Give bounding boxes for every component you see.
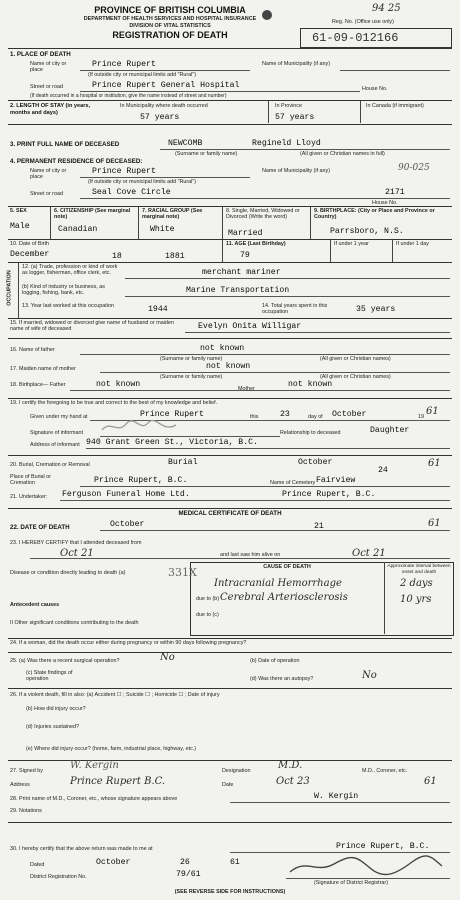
undertaker-label: 21. Undertaker: xyxy=(10,494,48,500)
q24: 24. If a woman, did the death occur either during pregnancy or within 90 days following pregnancy? xyxy=(10,640,247,646)
designation-options: M.D., Coroner, etc. xyxy=(362,768,408,774)
district-no: 79/61 xyxy=(176,870,201,879)
burial-method: Burial xyxy=(168,458,198,467)
footer-instructions: (SEE REVERSE SIDE FOR INSTRUCTIONS) xyxy=(174,889,286,895)
dod-day: 21 xyxy=(314,522,324,531)
bp-father-label: 18. Birthplace— Father xyxy=(10,382,66,388)
industry: Marine Transportation xyxy=(186,286,290,295)
other-label: II Other significant conditions contributing to the death xyxy=(10,620,139,626)
res-city-hint: (If outside city or municipal limits add "Rural") xyxy=(88,179,197,185)
q26d: (d) Injuries sustained? xyxy=(26,724,80,730)
designation: M.D. xyxy=(278,760,303,771)
section-place-of-death: 1. PLACE OF DEATH xyxy=(10,51,71,58)
given-at-label: Given under my hand at xyxy=(30,414,88,420)
divider xyxy=(8,638,452,639)
interval-a: 2 days xyxy=(400,578,433,589)
separator xyxy=(268,101,269,123)
md-address-label: Address xyxy=(10,782,30,788)
trade-label: 12. (a) Trade, profession or kind of work as logger, fisherman, office clerk, etc. xyxy=(22,264,118,276)
section-length-of-stay: 2. LENGTH OF STAY (in years, months and days) xyxy=(10,103,91,116)
res-city-label: Name of city or place xyxy=(30,168,67,180)
line xyxy=(80,354,450,355)
divider xyxy=(8,822,452,823)
stay-province-label: In Province xyxy=(275,103,302,109)
print-name: W. Kergin xyxy=(314,792,359,801)
res-note: 90-025 xyxy=(398,163,430,173)
attended-label: 23. I HEREBY CERTIFY that I attended deceased from xyxy=(10,540,142,546)
signed-label: 27. Signed by xyxy=(10,768,43,774)
dod-label: 22. DATE OF DEATH xyxy=(10,524,70,531)
reg-no: 61-09-012166 xyxy=(312,31,399,45)
dated-month: October xyxy=(96,858,131,867)
separator xyxy=(392,240,393,262)
district-label: District Registration No. xyxy=(30,874,87,880)
separator xyxy=(360,101,361,123)
print-name-label: 28. Print name of M.D., Coroner, etc., whose signature appears above xyxy=(10,796,178,802)
informant-signature xyxy=(100,418,180,436)
dob-year: 1881 xyxy=(165,252,185,261)
mother-label: 17. Maiden name of mother xyxy=(10,366,76,372)
year-prefix: 19 xyxy=(418,414,424,420)
last-year: 1944 xyxy=(148,305,168,314)
divider xyxy=(8,206,452,207)
line xyxy=(100,372,450,373)
q25d: (d) Was there an autopsy? xyxy=(250,676,314,682)
notations-label: 29. Notations xyxy=(10,808,42,814)
divider xyxy=(8,262,452,263)
last-saw: Oct 21 xyxy=(352,548,386,559)
surname-hint: (Surname or family name) xyxy=(175,151,238,157)
dob-day: 18 xyxy=(112,252,122,261)
industry-label: (b) Kind of industry or business, as logging, fishing, bank, etc. xyxy=(22,284,105,296)
form-title: REGISTRATION OF DEATH xyxy=(112,30,228,40)
father-label: 16. Name of father xyxy=(10,347,55,353)
line xyxy=(286,878,450,879)
line xyxy=(185,332,450,333)
divider xyxy=(8,338,452,339)
marital-label: 8. Single, Married, Widowed or Divorced (Write the word) xyxy=(226,208,300,220)
total-years-label: 14. Total years spent in this occupation xyxy=(262,303,328,315)
registrar-place: Prince Rupert, B.C. xyxy=(336,842,430,851)
full-name-label: 3. PRINT FULL NAME OF DECEASED xyxy=(10,141,120,148)
total-years: 35 years xyxy=(356,305,396,314)
bp-father: not known xyxy=(96,380,141,389)
mother-surname-hint: (Surname or family name) xyxy=(160,374,223,380)
line xyxy=(80,486,450,487)
burial-place-label: Place of Burial or Cremation xyxy=(10,474,52,486)
separator xyxy=(330,240,331,262)
sig-label: Signature of informant xyxy=(30,430,84,436)
province-title: PROVINCE OF BRITISH COLUMBIA xyxy=(94,5,246,15)
burial-day: 24 xyxy=(378,466,388,475)
dob-month: December xyxy=(10,250,50,259)
divider xyxy=(8,398,452,399)
line xyxy=(80,177,250,178)
dob-label: 10. Date of Birth xyxy=(10,241,49,247)
dod-year: 61 xyxy=(428,518,441,529)
line xyxy=(30,558,450,559)
bp-mother: not known xyxy=(288,380,333,389)
line xyxy=(340,70,450,71)
cause-code: 331X xyxy=(168,566,197,579)
spouse-label: 15. If married, widowed or divorced give name of husband or maiden name of wife of deceased xyxy=(10,320,174,332)
occupation-side-label: OCCUPATION xyxy=(6,270,13,306)
undertaker-place: Prince Rupert, B.C. xyxy=(282,490,376,499)
cause-header: CAUSE OF DEATH xyxy=(263,564,311,570)
divider xyxy=(8,239,452,240)
res-street-label: Street or road xyxy=(30,191,63,197)
under-year-label: If under 1 year xyxy=(334,241,369,247)
separator xyxy=(50,207,51,239)
interval-b: 10 yrs xyxy=(400,594,432,605)
deceased-surname: NEWCOMB xyxy=(168,139,203,148)
corner-note: 94 25 xyxy=(372,3,401,14)
divider xyxy=(8,508,452,509)
deceased-given: Regineld Lloyd xyxy=(252,139,321,148)
q25c: (c) State findings of operation xyxy=(26,670,73,682)
stay-canada-label: In Canada (if immigrant) xyxy=(366,103,424,109)
burial-date: October xyxy=(298,458,333,467)
day-of-label: day of xyxy=(308,414,323,420)
sex-label: 5. SEX xyxy=(10,208,27,214)
line xyxy=(100,530,450,531)
undertaker: Ferguson Funeral Home Ltd. xyxy=(62,490,190,499)
res-city: Prince Rupert xyxy=(92,167,156,176)
divider xyxy=(8,652,452,653)
line xyxy=(60,500,450,501)
burial-method-label: 20. Burial, Cremation or Removal xyxy=(10,462,90,468)
designation-label: Designation xyxy=(222,768,251,774)
res-street: Seal Cove Circle xyxy=(92,188,171,197)
separator xyxy=(384,562,385,634)
dated-day: 26 xyxy=(180,858,190,867)
dod-month: October xyxy=(110,520,145,529)
line xyxy=(160,149,450,150)
citizenship-label: 6. CITIZENSHIP (See marginal note) xyxy=(54,208,131,220)
separator xyxy=(310,207,311,239)
street-hint: (If death occurred in a hospital or institution, give the name instead of street and number) xyxy=(30,93,227,99)
cemetery-label: Name of Cemetery xyxy=(270,480,316,486)
divider xyxy=(8,124,452,125)
relationship-label: Relationship to deceased xyxy=(280,430,341,436)
address-label: Address of informant xyxy=(30,442,80,448)
line xyxy=(230,852,450,853)
due-b-label: due to (b) xyxy=(196,596,220,602)
q25b: (b) Date of operation xyxy=(250,658,300,664)
residence-label: 4. PERMANENT RESIDENCE OF DECEASED: xyxy=(10,158,143,165)
given-at: Prince Rupert xyxy=(140,410,204,419)
birthplace: Parrsboro, N.S. xyxy=(330,227,404,236)
birthplace-label: 9. BIRTHPLACE: (City or Place and Province or Country) xyxy=(314,208,435,220)
dated-label: Dated xyxy=(30,862,45,868)
racial-label: 7. RACIAL GROUP (See marginal note) xyxy=(142,208,203,220)
registrar-sig-hint: (Signature of District Registrar) xyxy=(314,880,388,886)
line xyxy=(100,436,280,437)
father-surname-hint: (Surname or family name) xyxy=(160,356,223,362)
city-label: Name of city or place xyxy=(30,61,67,73)
separator xyxy=(18,263,19,318)
due-c-label: due to (c) xyxy=(196,612,219,618)
separator xyxy=(222,207,223,239)
father-given-hint: (All given or Christian names) xyxy=(320,356,391,362)
last-year-label: 13. Year last worked at this occupation xyxy=(22,303,114,309)
stay-province: 57 years xyxy=(275,113,315,122)
department-title: DEPARTMENT OF HEALTH SERVICES AND HOSPITAL INSURANCE xyxy=(83,16,257,22)
res-municipality-label: Name of Municipality (if any) xyxy=(262,168,331,174)
cause-a: Intracranial Hemorrhage xyxy=(214,578,342,589)
line xyxy=(125,278,450,279)
burial-year: 61 xyxy=(428,458,441,469)
line xyxy=(125,296,450,297)
stay-municipality-label: In Municipality where death occurred xyxy=(120,103,208,109)
md-date-year: 61 xyxy=(424,776,437,787)
md-address: Prince Rupert B.C. xyxy=(70,776,166,787)
this-label: this xyxy=(250,414,259,420)
q25a: 25. (a) Was there a recent surgical operation? xyxy=(10,658,120,664)
q26e: (e) Where did injury occur? (home, farm, industrial place, highway, etc.) xyxy=(26,746,197,752)
res-house: 2171 xyxy=(385,188,405,197)
age-label: 11. AGE (Last Birthday) xyxy=(226,241,286,247)
antecedent-label: Antecedent causes xyxy=(10,602,60,608)
res-house-label: House No. xyxy=(372,200,398,206)
interval-header: Approximate interval between onset and death xyxy=(387,564,451,575)
mother-given-hint: (All given or Christian names) xyxy=(320,374,391,380)
divider xyxy=(8,318,452,319)
registrar-certify: 30. I hereby certify that the above return was made to me at xyxy=(10,846,153,852)
death-city: Prince Rupert xyxy=(92,60,156,69)
divider xyxy=(8,688,452,689)
death-street: Prince Rupert General Hospital xyxy=(92,81,240,90)
dated-year: 61 xyxy=(230,858,240,867)
racial: White xyxy=(150,225,175,234)
q25a-answer: No xyxy=(160,652,175,663)
divider xyxy=(8,48,452,49)
separator xyxy=(138,207,139,239)
disease-label: Disease or condition directly leading to death (a) xyxy=(10,570,126,576)
reg-no-label: Reg. No. (Office use only) xyxy=(332,19,394,25)
father: not known xyxy=(200,344,245,353)
last-saw-label: and last saw him alive on xyxy=(220,552,281,558)
md-date-label: Date xyxy=(222,782,234,788)
line xyxy=(80,91,360,92)
spouse: Evelyn Onita Willigar xyxy=(198,322,302,331)
informant-address: 940 Grant Green St., Victoria, B.C. xyxy=(86,438,258,447)
separator xyxy=(222,240,223,262)
city-hint: (If outside city or municipal limits add "Rural") xyxy=(88,72,197,78)
line xyxy=(70,390,450,391)
divider xyxy=(8,455,452,456)
q25d-answer: No xyxy=(362,670,377,681)
q26b: (b) How did injury occur? xyxy=(26,706,86,712)
registrar-signature xyxy=(286,854,446,878)
stay-municipality: 57 years xyxy=(140,113,180,122)
house-label: House No. xyxy=(362,86,388,92)
bp-mother-label: Mother xyxy=(238,386,255,392)
q26a: 26. If a violent death, fill in also: (a) Accident ☐ ; Suicide ☐ ; Homicide ☐ ; Date of injury xyxy=(10,692,220,698)
citizenship: Canadian xyxy=(58,225,98,234)
informant-day: 23 xyxy=(280,410,290,419)
trade: merchant mariner xyxy=(202,268,281,277)
informant-certify: 19. I certify the foregoing to be true and correct to the best of my knowledge and belief. xyxy=(10,400,218,406)
sex: Male xyxy=(10,222,30,231)
md-date: Oct 23 xyxy=(276,776,310,787)
line xyxy=(86,448,450,449)
signed-by: W. Kergin xyxy=(70,760,119,771)
divider xyxy=(8,100,452,101)
cause-b: Cerebral Arteriosclerosis xyxy=(220,592,348,603)
municipality-label: Name of Municipality (if any) xyxy=(262,61,331,67)
street-label: Street or road xyxy=(30,84,63,90)
mother: not known xyxy=(206,362,251,371)
line xyxy=(80,198,450,199)
line xyxy=(80,70,250,71)
relationship: Daughter xyxy=(370,426,410,435)
attended-from: Oct 21 xyxy=(60,548,94,559)
division-title: DIVISION OF VITAL STATISTICS xyxy=(129,23,211,29)
under-day-label: If under 1 day xyxy=(396,241,429,247)
informant-year: 61 xyxy=(426,406,439,417)
informant-month: October xyxy=(332,410,367,419)
marital: Married xyxy=(228,229,263,238)
line xyxy=(230,802,450,803)
age: 79 xyxy=(240,251,250,260)
medical-heading: MEDICAL CERTIFICATE OF DEATH xyxy=(178,510,282,517)
cemetery: Fairview xyxy=(316,476,356,485)
given-hint: (All given or Christian names in full) xyxy=(300,151,385,157)
burial-place: Prince Rupert, B.C. xyxy=(94,476,188,485)
